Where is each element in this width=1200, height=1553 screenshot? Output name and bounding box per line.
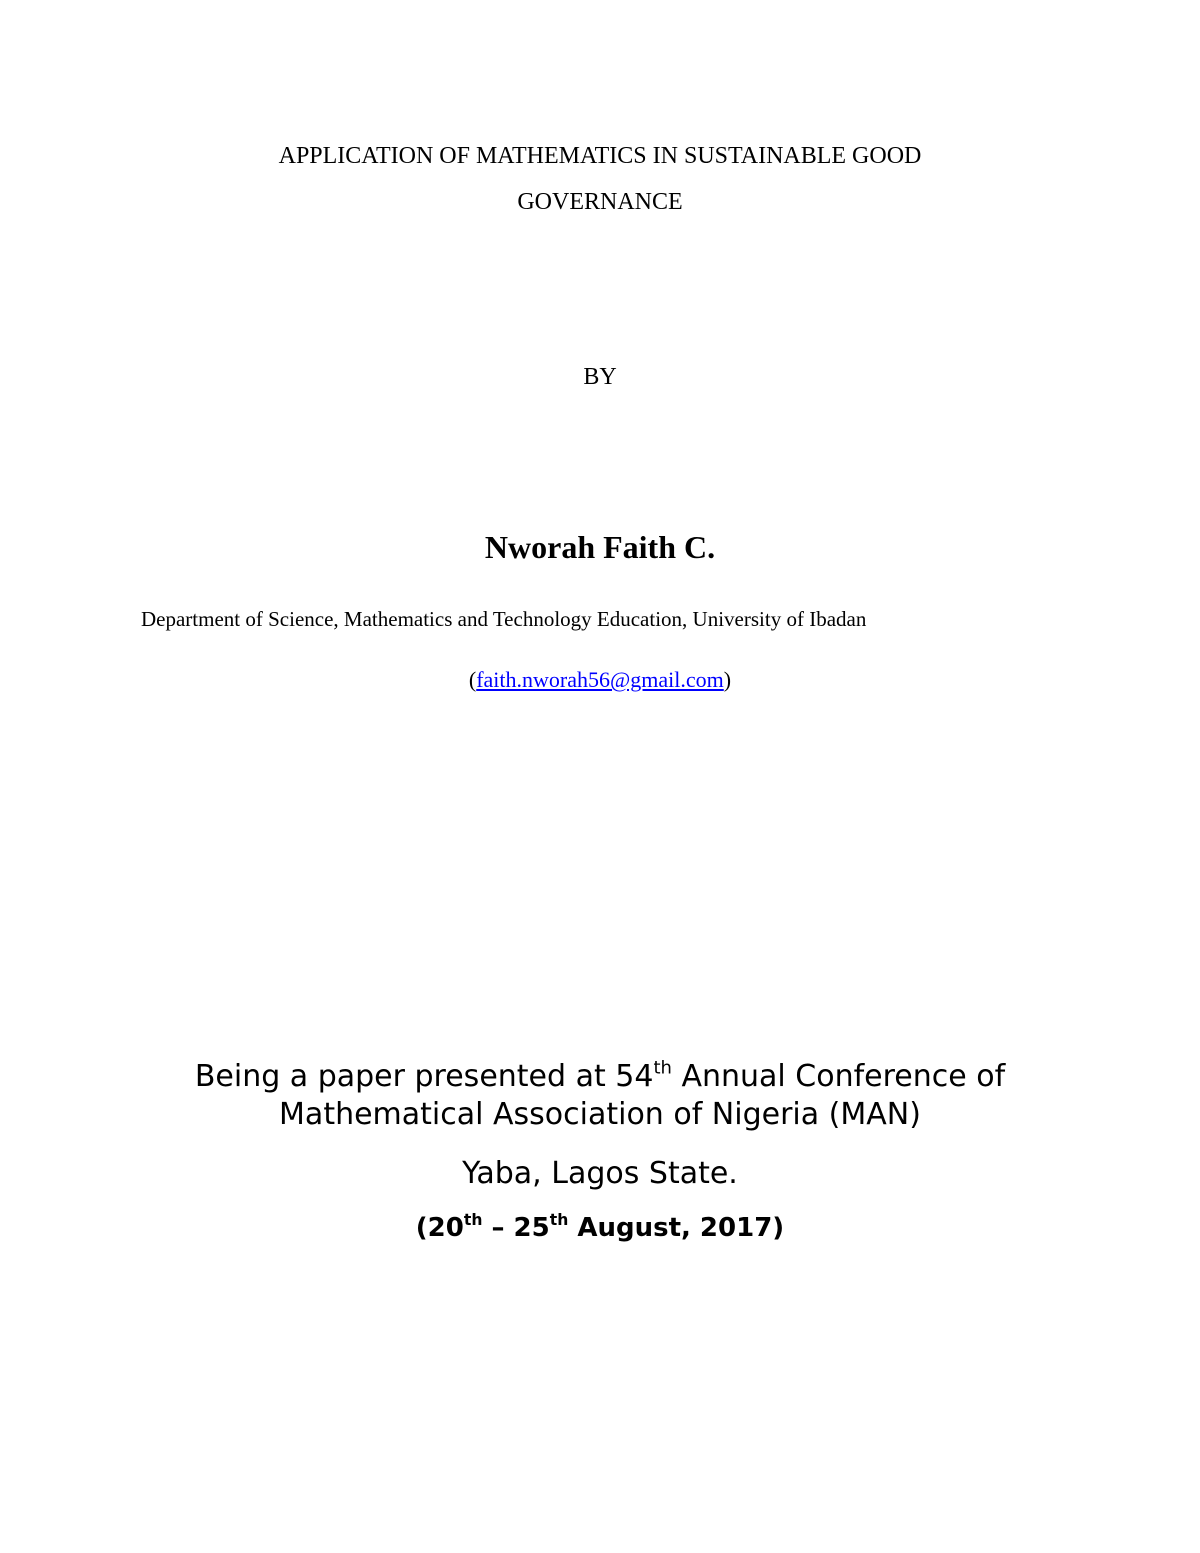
conference-line-1-post: Annual Conference of xyxy=(671,1059,1006,1094)
date-month-year: August, 2017) xyxy=(568,1213,785,1243)
title-line-2: GOVERNANCE xyxy=(517,189,683,215)
conference-line-1-pre: Being a paper presented at 54 xyxy=(194,1059,654,1094)
author-name: Nworah Faith C. xyxy=(484,529,716,565)
date-start-suffix: th xyxy=(463,1211,483,1230)
author-department: Department of Science, Mathematics and Technology Education, University of Ibadan xyxy=(141,607,867,631)
date-end: – 25 xyxy=(482,1213,550,1243)
title-line-1: APPLICATION OF MATHEMATICS IN SUSTAINABLE GOOD xyxy=(278,143,922,169)
conference-line-1 xyxy=(0,1059,1200,1094)
conference-line-2: Mathematical Association of Nigeria (MAN) xyxy=(279,1097,921,1132)
date-end-suffix: th xyxy=(549,1211,569,1230)
conference-location: Yaba, Lagos State. xyxy=(462,1156,738,1191)
date-start: (20 xyxy=(415,1213,464,1243)
author-email-line xyxy=(0,667,1200,693)
by-label: BY xyxy=(583,364,617,390)
conference-ordinal-suffix: th xyxy=(653,1057,672,1079)
email-close-paren: ) xyxy=(723,667,732,692)
author-email-link[interactable]: faith.nworah56@gmail.com xyxy=(476,667,724,692)
email-open-paren: ( xyxy=(468,667,477,692)
conference-date xyxy=(0,1213,1200,1243)
